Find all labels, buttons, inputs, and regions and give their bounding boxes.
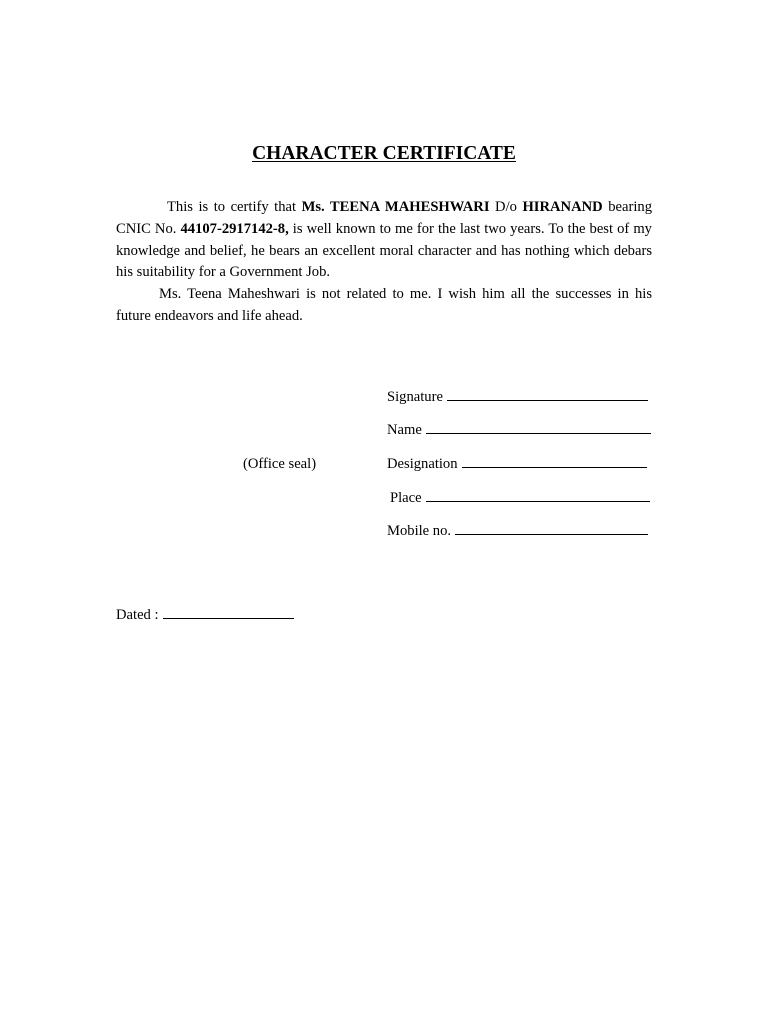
name-line [426,432,651,434]
relation-text: D/o [489,199,523,215]
certificate-body [116,197,652,328]
mobile-field [387,523,648,540]
dated-label: Dated : [116,607,159,623]
subject-name: Ms. TEENA MAHESHWARI [301,199,490,215]
dated-line [163,617,294,619]
certification-paragraph [116,197,652,284]
designation-field [387,456,647,473]
dated-field [116,607,294,624]
designation-label: Designation [387,456,458,472]
place-label: Place [390,490,422,506]
relation-paragraph: Ms. Teena Maheshwari is not related to me. I wish him all the successes in his future endeavors and life ahead. [116,286,652,324]
place-field [390,490,650,507]
signature-label: Signature [387,389,443,405]
intro-text: This is to certify that [167,199,302,215]
signature-line [447,399,648,401]
signature-field [387,389,648,406]
character-statement: is well known to me for the last two years. To the best of my knowledge and belief, he bears an excellent moral character and has nothing which debars his suitability for a Government Job. [116,220,652,281]
mobile-line [455,533,648,535]
designation-line [462,466,647,468]
cnic-prefix-text: bearing CNIC No. [116,199,652,237]
mobile-label: Mobile no. [387,523,452,539]
father-name: HIRANAND [522,199,603,215]
name-label: Name [387,422,422,438]
place-line [426,500,650,502]
cnic-number: 44107-2917142-8, [180,220,289,237]
certificate-title: CHARACTER CERTIFICATE [252,143,516,164]
name-field [387,422,651,439]
office-seal-label: (Office seal) [243,456,317,472]
